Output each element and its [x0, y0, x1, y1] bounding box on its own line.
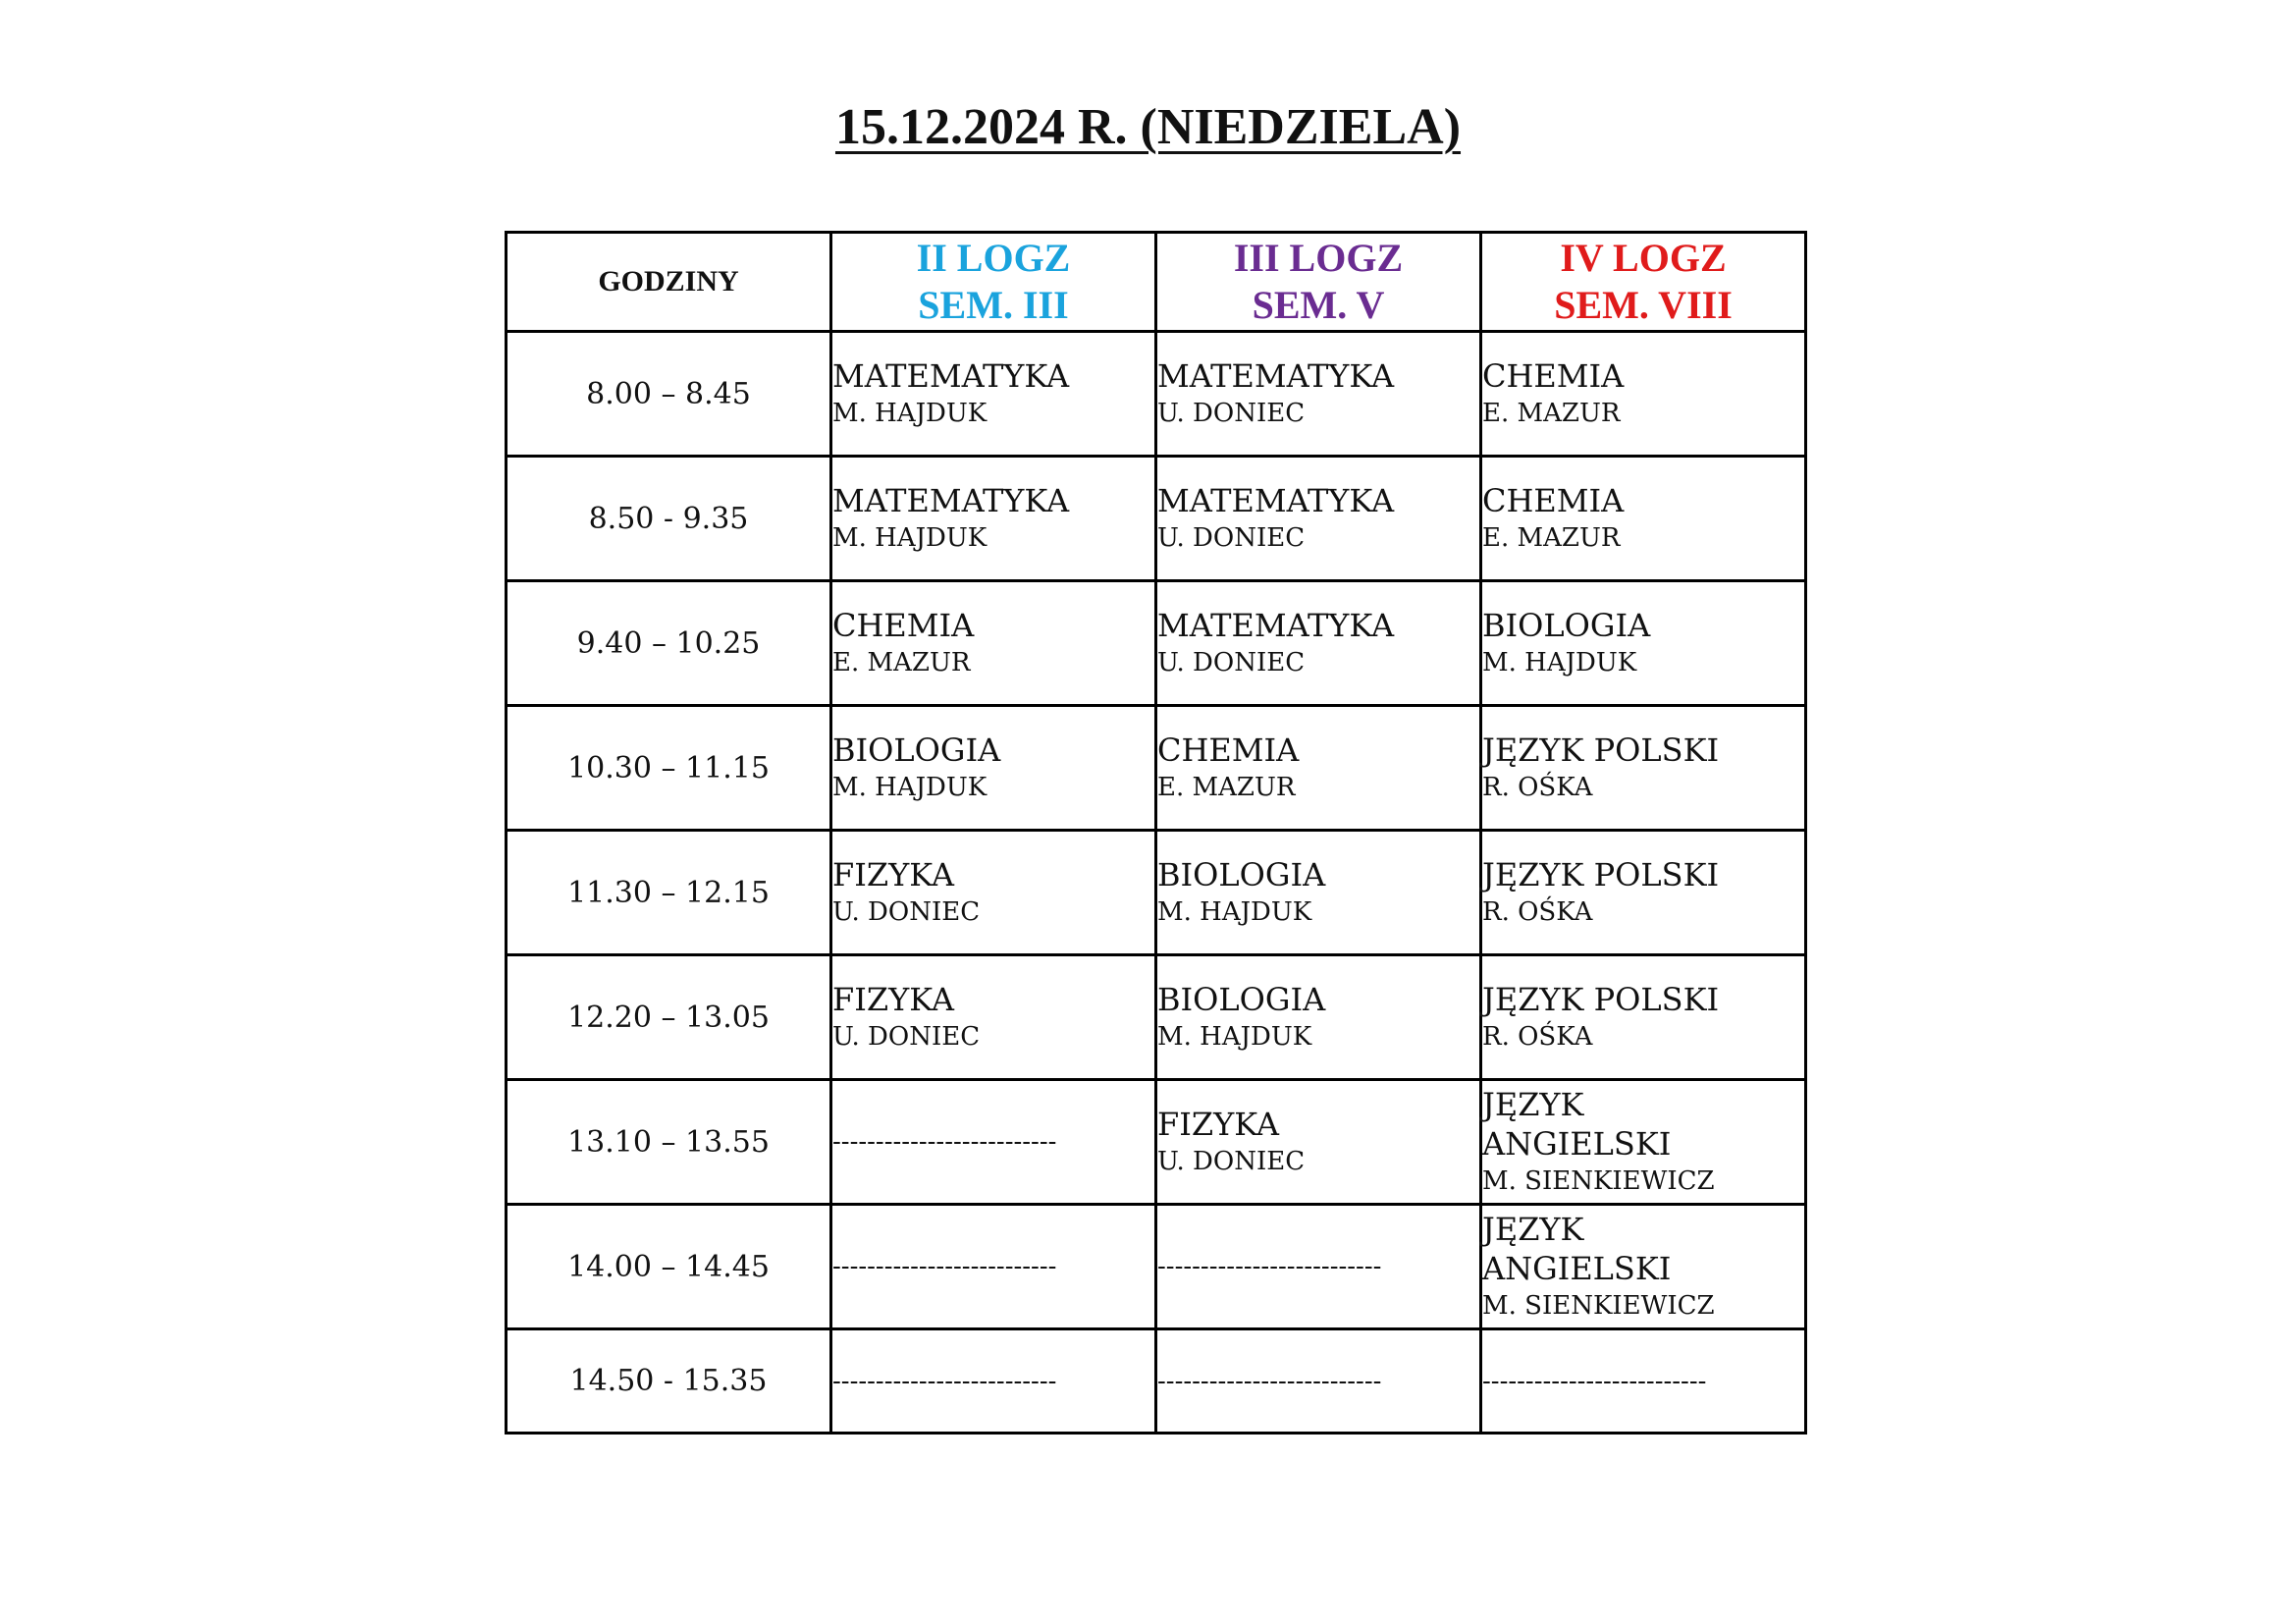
- subject-name: MATEMATYKA: [1157, 482, 1395, 519]
- lesson-cell: [831, 1080, 1156, 1205]
- subject-name: MATEMATYKA: [832, 482, 1070, 519]
- table-row: [507, 1329, 1806, 1434]
- teacher-name: M. SIENKIEWICZ: [1482, 1291, 1715, 1321]
- time-slot: 13.10 – 13.55: [507, 1080, 831, 1205]
- empty-slot: --------------------------: [832, 1366, 1057, 1396]
- teacher-name: R. OŚKA: [1482, 773, 1593, 802]
- empty-slot: --------------------------: [1482, 1366, 1707, 1396]
- lesson-cell: [1156, 581, 1481, 706]
- time-slot: 12.20 – 13.05: [507, 955, 831, 1080]
- group-header-iii-logz: [1156, 233, 1481, 332]
- empty-slot: --------------------------: [832, 1127, 1057, 1157]
- lesson-cell: [831, 581, 1156, 706]
- subject-name: JĘZYK POLSKI: [1482, 981, 1720, 1018]
- teacher-name: M. HAJDUK: [1157, 897, 1312, 927]
- group-header-ii-logz: [831, 233, 1156, 332]
- empty-slot: --------------------------: [832, 1252, 1057, 1281]
- teacher-name: M. HAJDUK: [1157, 1022, 1312, 1052]
- teacher-name: U. DONIEC: [1157, 1147, 1306, 1176]
- lesson-cell: [1481, 332, 1806, 457]
- table-row: [507, 831, 1806, 955]
- lesson-cell: [831, 457, 1156, 581]
- subject-name: BIOLOGIA: [832, 731, 1001, 769]
- schedule-body: [507, 332, 1806, 1434]
- lesson-cell: [1156, 831, 1481, 955]
- lesson-cell: [1156, 1329, 1481, 1434]
- subject-name: FIZYKA: [832, 856, 954, 893]
- subject-name: FIZYKA: [1157, 1106, 1279, 1143]
- lesson-cell: [831, 1205, 1156, 1329]
- teacher-name: U. DONIEC: [832, 897, 981, 927]
- time-slot: 11.30 – 12.15: [507, 831, 831, 955]
- subject-name: CHEMIA: [1482, 357, 1625, 395]
- time-slot: 8.00 – 8.45: [507, 332, 831, 457]
- teacher-name: U. DONIEC: [1157, 399, 1306, 428]
- subject-name: CHEMIA: [832, 607, 975, 644]
- teacher-name: U. DONIEC: [1157, 523, 1306, 553]
- lesson-cell: [1156, 955, 1481, 1080]
- teacher-name: M. HAJDUK: [832, 773, 988, 802]
- group-name: IV LOGZ: [1560, 236, 1727, 280]
- teacher-name: E. MAZUR: [1482, 523, 1621, 553]
- subject-name: JĘZYK ANGIELSKI: [1482, 1086, 1672, 1163]
- group-semester: SEM. III: [918, 283, 1069, 327]
- empty-slot: --------------------------: [1157, 1252, 1382, 1281]
- lesson-cell: [1481, 706, 1806, 831]
- teacher-name: U. DONIEC: [832, 1022, 981, 1052]
- subject-name: FIZYKA: [832, 981, 954, 1018]
- lesson-cell: [1481, 1080, 1806, 1205]
- teacher-name: M. HAJDUK: [1482, 648, 1637, 677]
- schedule-table: [505, 231, 1807, 1435]
- lesson-cell: [831, 332, 1156, 457]
- subject-name: MATEMATYKA: [832, 357, 1070, 395]
- table-row: [507, 457, 1806, 581]
- lesson-cell: [1156, 332, 1481, 457]
- lesson-cell: [1156, 457, 1481, 581]
- subject-name: MATEMATYKA: [1157, 607, 1395, 644]
- lesson-cell: [831, 706, 1156, 831]
- lesson-cell: [831, 955, 1156, 1080]
- lesson-cell: [1156, 1205, 1481, 1329]
- time-slot: 14.00 – 14.45: [507, 1205, 831, 1329]
- table-row: [507, 955, 1806, 1080]
- hours-column-header: GODZINY: [507, 233, 831, 332]
- subject-name: JĘZYK ANGIELSKI: [1482, 1211, 1672, 1287]
- group-name: II LOGZ: [916, 236, 1071, 280]
- time-slot: 8.50 - 9.35: [507, 457, 831, 581]
- teacher-name: M. HAJDUK: [832, 523, 988, 553]
- lesson-cell: [831, 831, 1156, 955]
- table-row: [507, 581, 1806, 706]
- lesson-cell: [1481, 581, 1806, 706]
- teacher-name: U. DONIEC: [1157, 648, 1306, 677]
- teacher-name: E. MAZUR: [832, 648, 971, 677]
- teacher-name: M. HAJDUK: [832, 399, 988, 428]
- subject-name: MATEMATYKA: [1157, 357, 1395, 395]
- subject-name: JĘZYK POLSKI: [1482, 731, 1720, 769]
- time-slot: 9.40 – 10.25: [507, 581, 831, 706]
- subject-name: CHEMIA: [1482, 482, 1625, 519]
- lesson-cell: [1481, 1329, 1806, 1434]
- page-title: 15.12.2024 R. (NIEDZIELA): [834, 99, 1462, 155]
- lesson-cell: [1481, 831, 1806, 955]
- table-row: [507, 706, 1806, 831]
- lesson-cell: [1481, 457, 1806, 581]
- table-row: [507, 1205, 1806, 1329]
- subject-name: BIOLOGIA: [1157, 981, 1326, 1018]
- lesson-cell: [831, 1329, 1156, 1434]
- lesson-cell: [1156, 706, 1481, 831]
- group-header-iv-logz: [1481, 233, 1806, 332]
- subject-name: CHEMIA: [1157, 731, 1300, 769]
- group-semester: SEM. V: [1252, 283, 1385, 327]
- subject-name: BIOLOGIA: [1482, 607, 1651, 644]
- subject-name: JĘZYK POLSKI: [1482, 856, 1720, 893]
- time-slot: 14.50 - 15.35: [507, 1329, 831, 1434]
- lesson-cell: [1481, 1205, 1806, 1329]
- teacher-name: E. MAZUR: [1482, 399, 1621, 428]
- table-row: [507, 1080, 1806, 1205]
- empty-slot: --------------------------: [1157, 1366, 1382, 1396]
- teacher-name: M. SIENKIEWICZ: [1482, 1166, 1715, 1196]
- table-row: [507, 332, 1806, 457]
- teacher-name: E. MAZUR: [1157, 773, 1296, 802]
- teacher-name: R. OŚKA: [1482, 1022, 1593, 1052]
- subject-name: BIOLOGIA: [1157, 856, 1326, 893]
- group-semester: SEM. VIII: [1554, 283, 1733, 327]
- group-name: III LOGZ: [1233, 236, 1404, 280]
- time-slot: 10.30 – 11.15: [507, 706, 831, 831]
- teacher-name: R. OŚKA: [1482, 897, 1593, 927]
- lesson-cell: [1156, 1080, 1481, 1205]
- lesson-cell: [1481, 955, 1806, 1080]
- header-row: [507, 233, 1806, 332]
